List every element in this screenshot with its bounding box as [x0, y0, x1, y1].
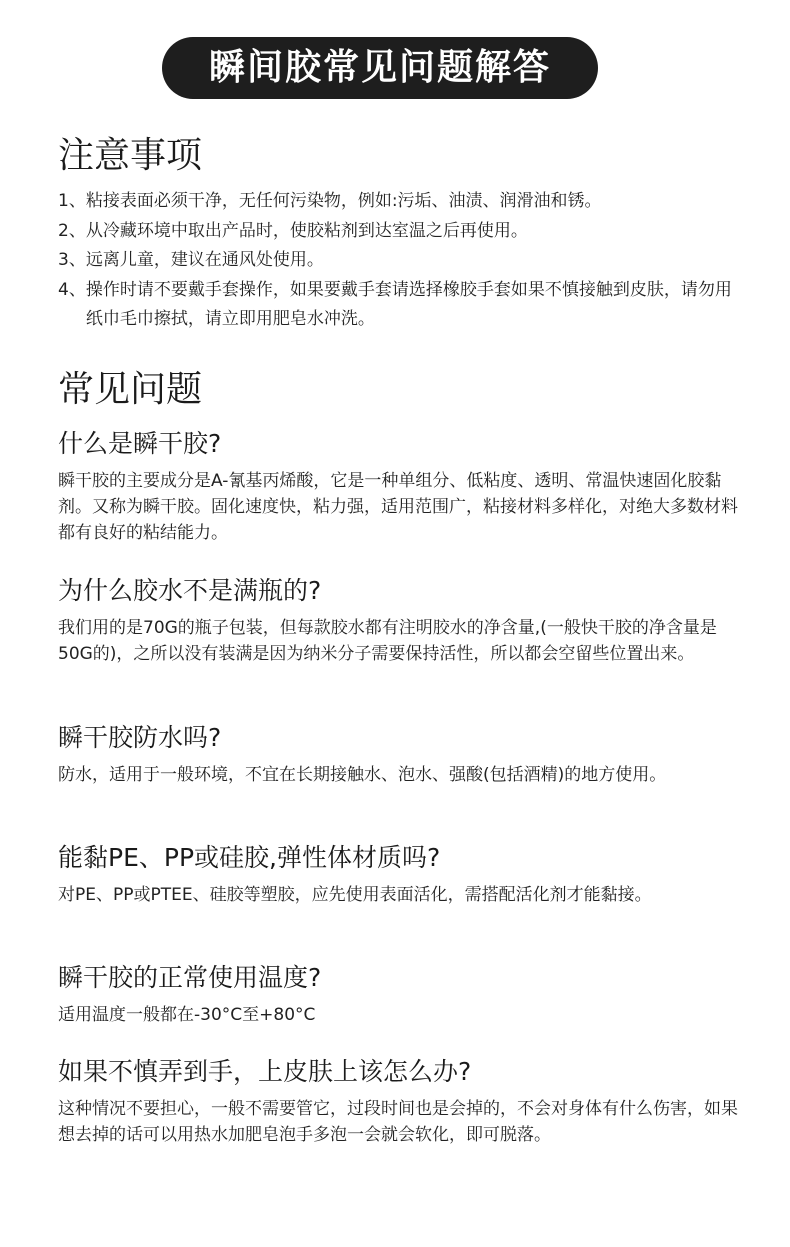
- note-number: 3、: [58, 250, 86, 270]
- note-text: 粘接表面必须干净，无任何污染物，例如:污垢、油渍、润滑油和锈。: [85, 191, 602, 211]
- faq-question: 瞬干胶的正常使用温度?: [58, 963, 322, 992]
- notes-section-title: 注意事项: [58, 135, 203, 176]
- faq-answer: 防水，适用于一般环境，不宜在长期接触水、泡水、强酸(包括酒精)的地方使用。: [58, 765, 667, 785]
- note-item: [58, 217, 748, 247]
- page-banner: 瞬间胶常见问题解答: [162, 37, 598, 99]
- note-text: 远离儿童，建议在通风处使用。: [85, 250, 324, 270]
- note-number: 1、: [58, 191, 86, 211]
- faq-answer: 适用温度一般都在-30°C至+80°C: [58, 1005, 316, 1025]
- faq-answer: 这种情况不要担心，一般不需要管它，过段时间也是会掉的，不会对身体有什么伤害，如果想去掉的话可以用热水加肥皂泡手多泡一会就会软化，即可脱落。: [58, 1099, 738, 1145]
- faq-question: 如果不慎弄到手，上皮肤上该怎么办?: [58, 1057, 472, 1086]
- faq-item: [58, 722, 738, 788]
- faq-answer: 我们用的是70G的瓶子包装，但每款胶水都有注明胶水的净含量,(一般快干胶的净含量是50G的)，之所以没有装满是因为纳米分子需要保持活性，所以都会空留些位置出来。: [58, 618, 717, 664]
- note-text: 从冷藏环境中取出产品时，使胶粘剂到达室温之后再使用。: [85, 220, 528, 241]
- note-text: 操作时请不要戴手套操作，如果要戴手套请选择橡胶手套如果不慎接触到皮肤，请勿用纸巾毛巾擦拭，请立即用肥皂水冲洗。: [85, 279, 732, 329]
- note-item: [58, 187, 748, 217]
- faq-item: [58, 575, 738, 667]
- notes-list: [58, 187, 748, 335]
- note-item: [58, 276, 748, 335]
- faq-item: [58, 1056, 738, 1148]
- note-number: 4、: [58, 279, 86, 300]
- faq-question: 为什么胶水不是满瓶的?: [58, 576, 322, 605]
- faq-item: [58, 428, 738, 546]
- faq-answer: 对PE、PP或PTEE、硅胶等塑胶，应先使用表面活化，需搭配活化剂才能黏接。: [58, 885, 652, 905]
- faq-answer: 瞬干胶的主要成分是A-氰基丙烯酸，它是一种单组分、低粘度、透明、常温快速固化胶黏剂。又称为瞬干胶。固化速度快，粘力强，适用范围广，粘接材料多样化，对绝大多数材料都有良好的粘结能力。: [58, 471, 738, 543]
- faq-item: [58, 962, 738, 1028]
- faq-question: 瞬干胶防水吗?: [58, 723, 222, 752]
- faq-section-title: 常见问题: [58, 369, 203, 410]
- faq-item: [58, 842, 738, 908]
- note-number: 2、: [58, 220, 86, 241]
- note-item: [58, 246, 748, 276]
- faq-question: 能黏PE、PP或硅胶,弹性体材质吗?: [58, 843, 441, 872]
- faq-question: 什么是瞬干胶?: [58, 429, 222, 458]
